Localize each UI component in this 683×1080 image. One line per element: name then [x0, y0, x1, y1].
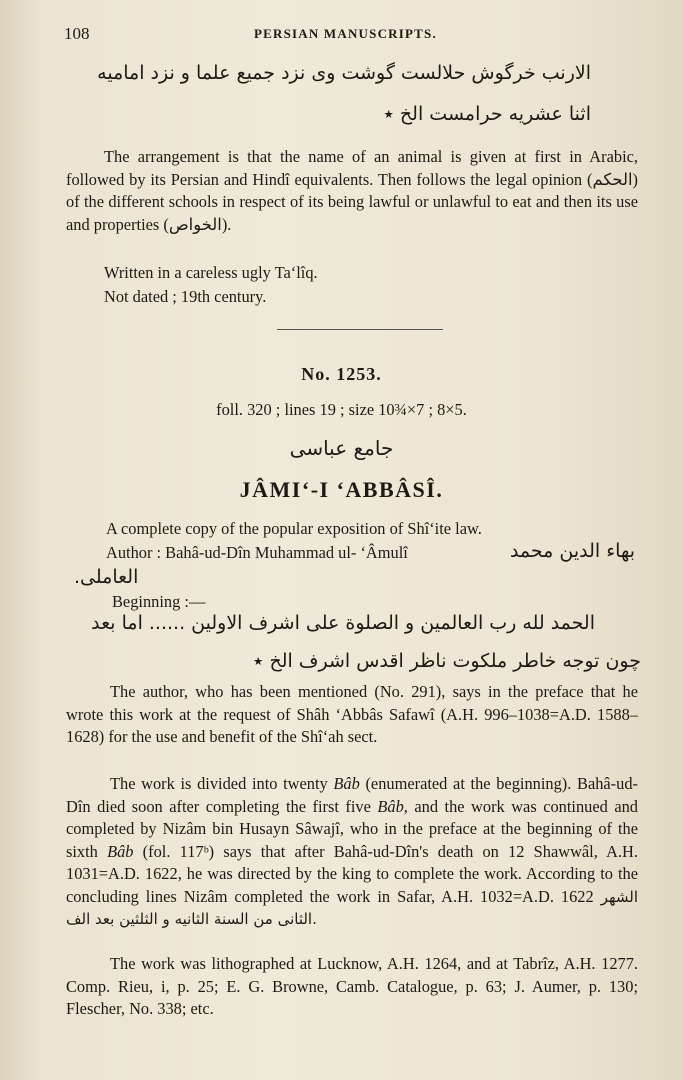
running-title: PERSIAN MANUSCRIPTS.	[254, 26, 437, 41]
description-line: A complete copy of the popular exposition of Shî‘ite law.	[106, 519, 482, 538]
author-arabic: بهاء الدین محمد	[509, 540, 635, 562]
beginning-arabic-2: چون توجه خاطر ملکوت ناظر اقدس اشرف الخ ٭	[253, 650, 641, 672]
division-paragraph	[66, 773, 638, 931]
section-divider	[277, 329, 443, 330]
entry-number: No. 1253.	[301, 364, 382, 384]
arrangement-arabic-term: الحکم	[592, 169, 633, 189]
beginning-arabic-1: الحمد لله رب العالمین و الصلوة علی اشرف الاولین ...... اما بعد	[91, 612, 595, 634]
bab-term-2: Bâb	[377, 796, 404, 816]
lithograph-paragraph: The work was lithographed at Lucknow, A.H. 1264, and at Tabrîz, A.H. 1277. Comp. Rieu, i, p. 25; E. G. Browne, Camb. Catalogue, p. 63; J. Aumer, p. 130; Flescher, No. 338; etc.	[66, 954, 638, 1018]
author-arabic-cont: العاملی.	[74, 566, 139, 588]
page-number: 108	[64, 24, 90, 43]
arrangement-arabic-term-2: الخواص	[168, 214, 222, 234]
date-line: Not dated ; 19th century.	[104, 287, 267, 306]
division-arabic: الشهر الثانی من السنة الثانیه و الثلثین بعد الف.	[66, 887, 638, 928]
arrangement-text: The arrangement is that the name of an animal is given at first in Arabic, followed by its Persian and Hindî equivalents. Then follows the legal opinion (	[66, 147, 638, 189]
arrangement-text-cont: ) of the different schools in respect of its being lawful or unlawful to eat and then its use and properties (	[66, 169, 638, 234]
page-header	[64, 24, 639, 46]
arabic-line-1: الارنب خرگوش حلالست گوشت وی نزد جمیع علما و نزد امامیه	[97, 62, 591, 84]
script-line: Written in a careless ugly Ta‘lîq.	[104, 263, 318, 282]
bab-term-3: Bâb	[107, 841, 134, 861]
author-line: Author : Bahâ-ud-Dîn Muhammad ul- ‘Âmulî	[106, 543, 408, 562]
bab-term-1: Bâb	[333, 774, 360, 793]
division-text-d: (fol. 117ᵇ) says that after Bahâ-ud-Dîn's death on 12 Shawwâl, A.H. 1031=A.D. 1622, he was directed by the king to complete the work. According to the concluding lines Nizâm completed the work in Safar, A.H. 1032=A.D. 1622	[66, 841, 638, 906]
author-paragraph: The author, who has been mentioned (No. 291), says in the preface that he wrote this work at the request of Shâh ‘Abbâs Safawî (A.H. 996–1038=A.D. 1588–1628) for the use and benefit of the Shî‘ah sect.	[66, 682, 638, 746]
arrangement-paragraph	[66, 146, 638, 236]
arrangement-text-end: ).	[221, 214, 232, 234]
title-english: JÂMI‘-I ‘ABBÂSÎ.	[239, 477, 444, 502]
beginning-label: Beginning :—	[112, 592, 206, 611]
division-text-c: , and the work was continued and completed by Nizâm bin Husayn Sâwajî, who in the preface at the beginning of the sixth	[66, 796, 638, 861]
collation-line: foll. 320 ; lines 19 ; size 10¾×7 ; 8×5.	[216, 400, 467, 419]
arabic-line-2: اثنا عشریه حرامست الخ ٭	[383, 103, 591, 125]
division-text-b: (enumerated at the beginning). Bahâ-ud-Dîn died soon after completing the first five	[66, 774, 638, 816]
division-text-a: The work is divided into twenty	[110, 774, 334, 793]
title-arabic: جامع عباسی	[289, 436, 394, 460]
